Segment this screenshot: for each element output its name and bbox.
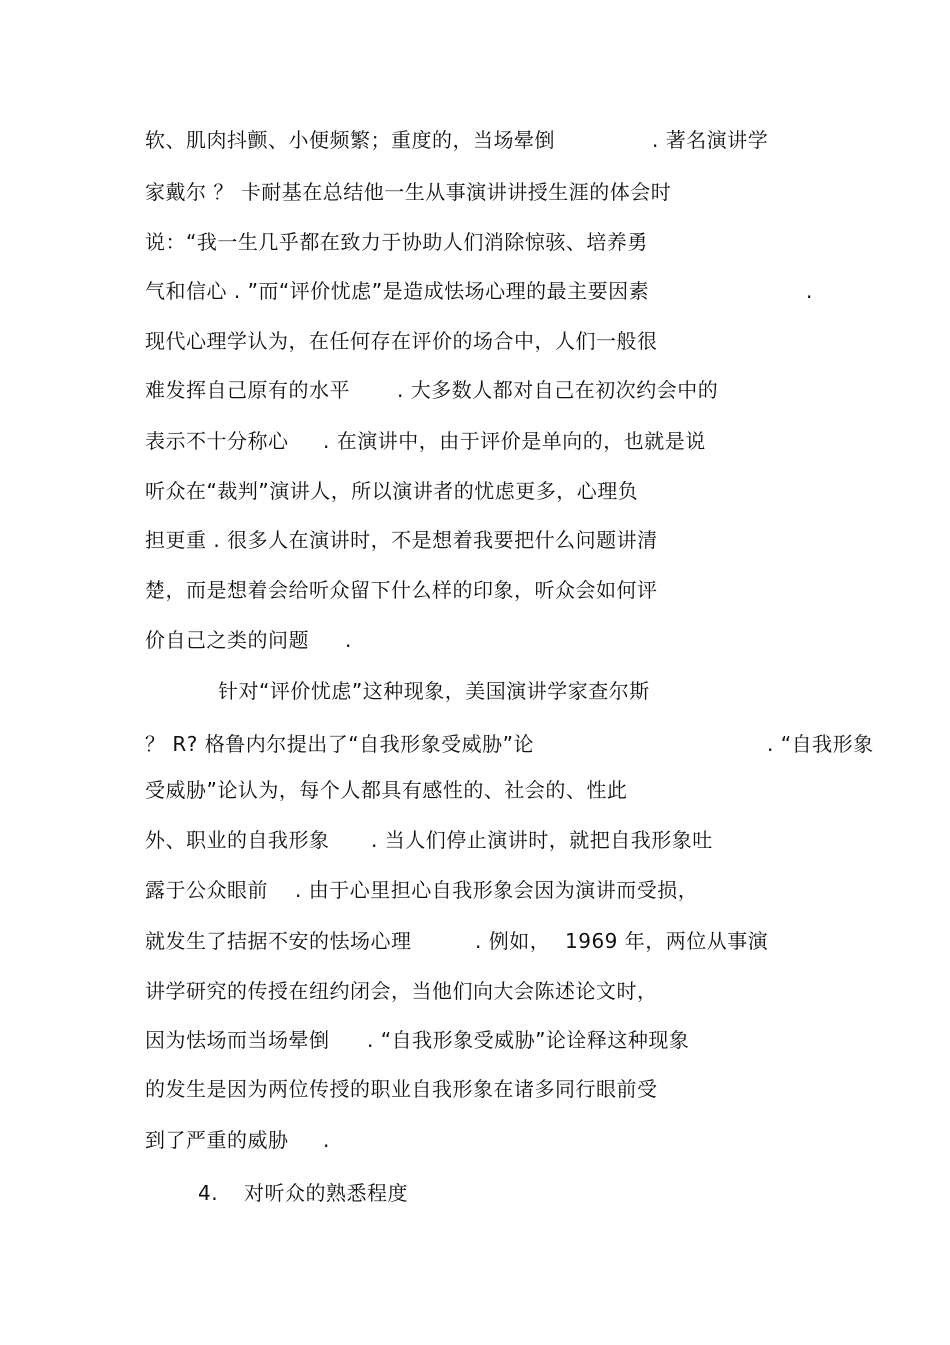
text-segment: 露于公众眼前 bbox=[145, 878, 268, 902]
text-segment: . bbox=[323, 1128, 330, 1152]
text-segment: 因为怯场而当场晕倒 bbox=[145, 1028, 330, 1052]
text-segment: 说：“我一生几乎都在致力于协助人们消除惊骇、培养勇 bbox=[145, 230, 648, 254]
text-segment: ？ R? 格鲁内尔提出了“自我形象受威胁”论 bbox=[145, 732, 534, 756]
text-segment: . bbox=[345, 628, 352, 652]
text-segment: 难发挥自己原有的水平 bbox=[145, 378, 350, 402]
text-line bbox=[145, 627, 352, 731]
list-number: 4. bbox=[198, 1181, 219, 1205]
text-segment: 软、肌肉抖颤、小便频繁；重度的，当场晕倒 bbox=[145, 128, 555, 152]
text-segment: 针对“评价忧虑”这种现象，美国演讲学家查尔斯 bbox=[218, 679, 650, 703]
text-segment: 现代心理学认为，在任何存在评价的场合中，人们一般很 bbox=[145, 329, 658, 353]
text-segment: 讲学研究的传授在纽约闭会，当他们向大会陈述论文时， bbox=[145, 979, 658, 1003]
text-segment: 听众在“裁判”演讲人，所以演讲者的忧虑更多，心理负 bbox=[145, 479, 639, 503]
text-segment: 外、职业的自我形象 bbox=[145, 828, 330, 852]
text-segment: 价自己之类的问题 bbox=[145, 628, 309, 652]
text-segment: 楚，而是想着会给听众留下什么样的印象，听众会如何评 bbox=[145, 578, 658, 602]
text-segment: . 由于心里担心自我形象会因为演讲而受损， bbox=[295, 878, 699, 902]
list-item-heading bbox=[198, 1180, 408, 1284]
text-segment: . bbox=[806, 279, 813, 303]
text-segment: 家戴尔 ？ 卡耐基在总结他一生从事演讲讲授生涯的体会时 bbox=[145, 180, 672, 204]
text-segment: 就发生了拮据不安的怯场心理 bbox=[145, 929, 412, 953]
text-segment: 1969 年，两位从事演 bbox=[565, 929, 769, 953]
text-segment: . “自我形象 bbox=[767, 732, 874, 756]
text-segment: 气和信心 . ”而“评价忧虑”是造成怯场心理的最主要因素 bbox=[145, 279, 650, 303]
text-segment: . 著名演讲学 bbox=[652, 128, 769, 152]
text-segment: 受威胁”论认为，每个人都具有感性的、社会的、性此 bbox=[145, 778, 628, 802]
text-segment: . “自我形象受威胁”论诠释这种现象 bbox=[367, 1028, 690, 1052]
text-segment: 担更重 . 很多人在演讲时，不是想着我要把什么问题讲清 bbox=[145, 528, 658, 552]
text-segment: . 大多数人都对自己在初次约会中的 bbox=[397, 378, 719, 402]
text-segment: 到了严重的威胁 bbox=[145, 1128, 289, 1152]
text-segment: 表示不十分称心 bbox=[145, 429, 289, 453]
text-segment: . 在演讲中，由于评价是单向的，也就是说 bbox=[323, 429, 706, 453]
text-segment: . 例如， bbox=[475, 929, 551, 953]
text-segment: . 当人们停止演讲时，就把自我形象吐 bbox=[371, 828, 713, 852]
text-segment: 的发生是因为两位传授的职业自我形象在诸多同行眼前受 bbox=[145, 1077, 658, 1101]
section-heading: 对听众的熟悉程度 bbox=[244, 1181, 408, 1205]
